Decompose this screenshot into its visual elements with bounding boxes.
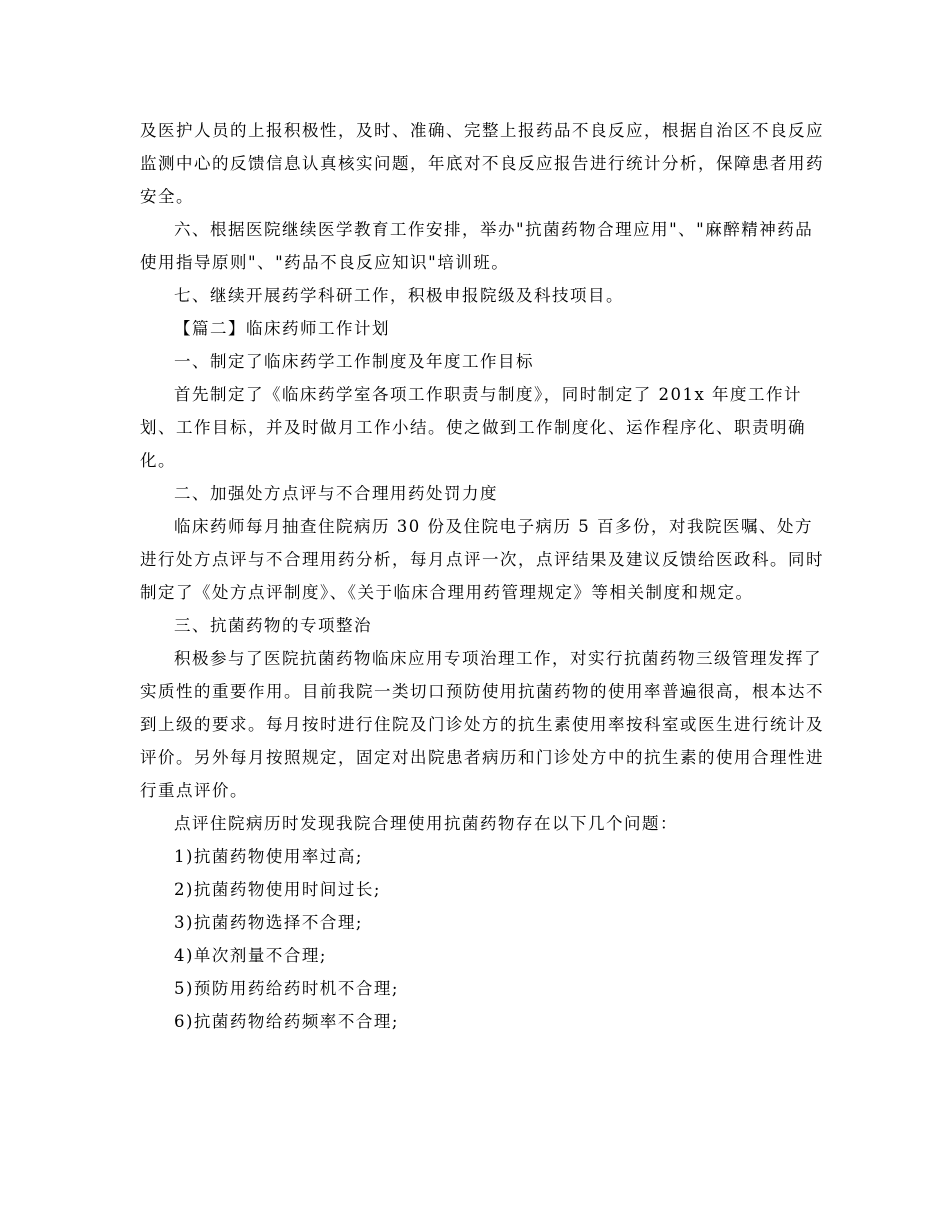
paragraph-item-six: 六、根据医院继续医学教育工作安排，举办"抗菌药物合理应用"、"麻醉精神药品使用指导原则"、"药品不良反应知识"培训班。: [140, 220, 814, 272]
paragraph-work-system: 首先制定了《临床药学室各项工作职责与制度》，同时制定了 201x 年度工作计划、工作目标，并及时做月工作小结。使之做到工作制度化、运作程序化、职责明确化。: [140, 385, 806, 470]
section-heading-part-two: 【篇二】临床药师工作计划: [174, 319, 390, 338]
list-item: 4)单次剂量不合理;: [174, 946, 327, 965]
subheading-two: 二、加强处方点评与不合理用药处罚力度: [174, 484, 498, 503]
list-item: 6)抗菌药物给药频率不合理;: [174, 1012, 399, 1031]
paragraph-prescription-review: 临床药师每月抽查住院病历 30 份及住院电子病历 5 百多份，对我院医嘱、处方进行处方点评与不合理用药分析，每月点评一次，点评结果及建议反馈给医政科。同时制定了《处方点评制度》、《关于临床合理用药管理规定》等相关制度和规定。: [140, 517, 824, 602]
paragraph-item-seven: 七、继续开展药学科研工作，积极申报院级及科技项目。: [174, 286, 624, 305]
list-item: 1)抗菌药物使用率过高;: [174, 847, 363, 866]
paragraph-issues-intro: 点评住院病历时发现我院合理使用抗菌药物存在以下几个问题：: [174, 814, 678, 833]
subheading-one: 一、制定了临床药学工作制度及年度工作目标: [174, 352, 534, 371]
paragraph-antibiotic-governance: 积极参与了医院抗菌药物临床应用专项治理工作，对实行抗菌药物三级管理发挥了实质性的重要作用。目前我院一类切口预防使用抗菌药物的使用率普遍很高，根本达不到上级的要求。每月按时进行住院及门诊处方的抗生素使用率按科室或医生进行统计及评价。另外每月按照规定，固定对出院患者病历和门诊处方中的抗生素的使用合理性进行重点评价。: [140, 649, 824, 800]
list-item: 5)预防用药给药时机不合理;: [174, 979, 399, 998]
list-item: 2)抗菌药物使用时间过长;: [174, 880, 381, 899]
subheading-three: 三、抗菌药物的专项整治: [174, 616, 372, 635]
list-item: 3)抗菌药物选择不合理;: [174, 913, 363, 932]
paragraph-adr-reporting: 及医护人员的上报积极性，及时、准确、完整上报药品不良反应，根据自治区不良反应监测中心的反馈信息认真核实问题，年底对不良反应报告进行统计分析，保障患者用药安全。: [140, 121, 824, 206]
document-body: [140, 114, 830, 1038]
